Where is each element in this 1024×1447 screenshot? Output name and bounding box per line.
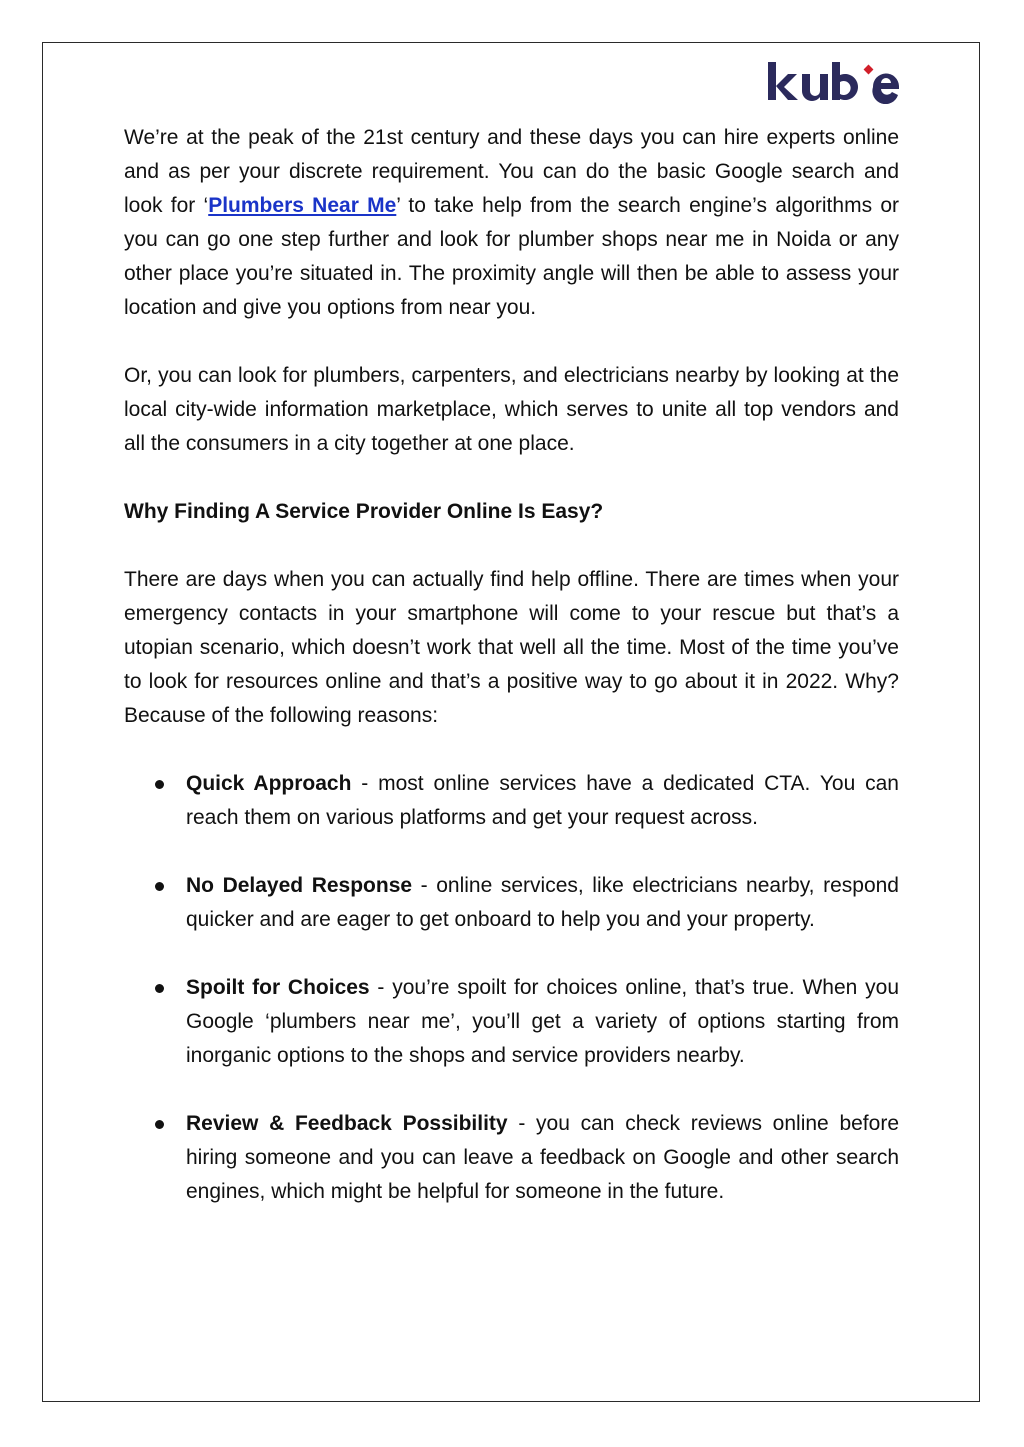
bullet-term: Quick Approach xyxy=(186,772,352,795)
bullet-text: - you can check reviews online before hiring someone and you can leave a feedback on Google and other search engines, which might be helpful for someone in the future. xyxy=(186,1112,899,1203)
bullet-icon xyxy=(155,780,164,789)
document-body xyxy=(124,121,899,1243)
reasons-intro-paragraph: There are days when you can actually find help offline. There are times when your emergency contacts in your smartphone will come to your rescue but that’s a utopian scenario, which doesn’t work that well all the time. Most of the time you’ve to look for resources online and that’s a positive way to go about it in 2022. Why? Because of the following reasons: xyxy=(124,568,899,727)
bullet-term: Review & Feedback Possibility xyxy=(186,1112,508,1135)
intro-paragraph xyxy=(124,121,899,325)
bullet-term: No Delayed Response xyxy=(186,874,413,897)
bullet-icon xyxy=(155,1120,164,1129)
bullet-icon xyxy=(155,882,164,891)
bullet-text: - you’re spoilt for choices online, that’s true. When you Google ‘plumbers near me’, you’ll get a variety of options starting from inorganic options to the shops and service providers nearby. xyxy=(186,976,900,1067)
reasons-list xyxy=(124,767,899,1209)
bullet-text: - most online services have a dedicated CTA. You can reach them on various platforms and get your request across. xyxy=(186,772,899,829)
list-item xyxy=(124,767,899,835)
section-heading: Why Finding A Service Provider Online Is Easy? xyxy=(124,500,604,523)
bullet-text: - online services, like electricians nearby, respond quicker and are eager to get onboard to help you and your property. xyxy=(186,874,899,931)
intro-text-before-link: We’re at the peak of the 21st century and these days you can hire experts online and as per your discrete requirement. You can do the basic Google search and look for ‘ xyxy=(124,126,899,217)
kube-logo xyxy=(768,60,900,104)
list-item xyxy=(124,1107,899,1209)
intro-text-after-link: ’ to take help from the search engine’s algorithms or you can go one step further and look for plumber shops near me in Noida or any other place you’re situated in. The proximity angle will then be able to assess your location and give you options from near you. xyxy=(124,194,899,319)
list-item xyxy=(124,869,899,937)
bullet-term: Spoilt for Choices xyxy=(186,976,370,999)
plumbers-near-me-link[interactable]: Plumbers Near Me xyxy=(208,194,397,217)
bullet-icon xyxy=(155,984,164,993)
marketplace-paragraph: Or, you can look for plumbers, carpenters, and electricians nearby by looking at the local city-wide information marketplace, which serves to unite all top vendors and all the consumers in a city together at one place. xyxy=(124,364,899,455)
list-item xyxy=(124,971,899,1073)
